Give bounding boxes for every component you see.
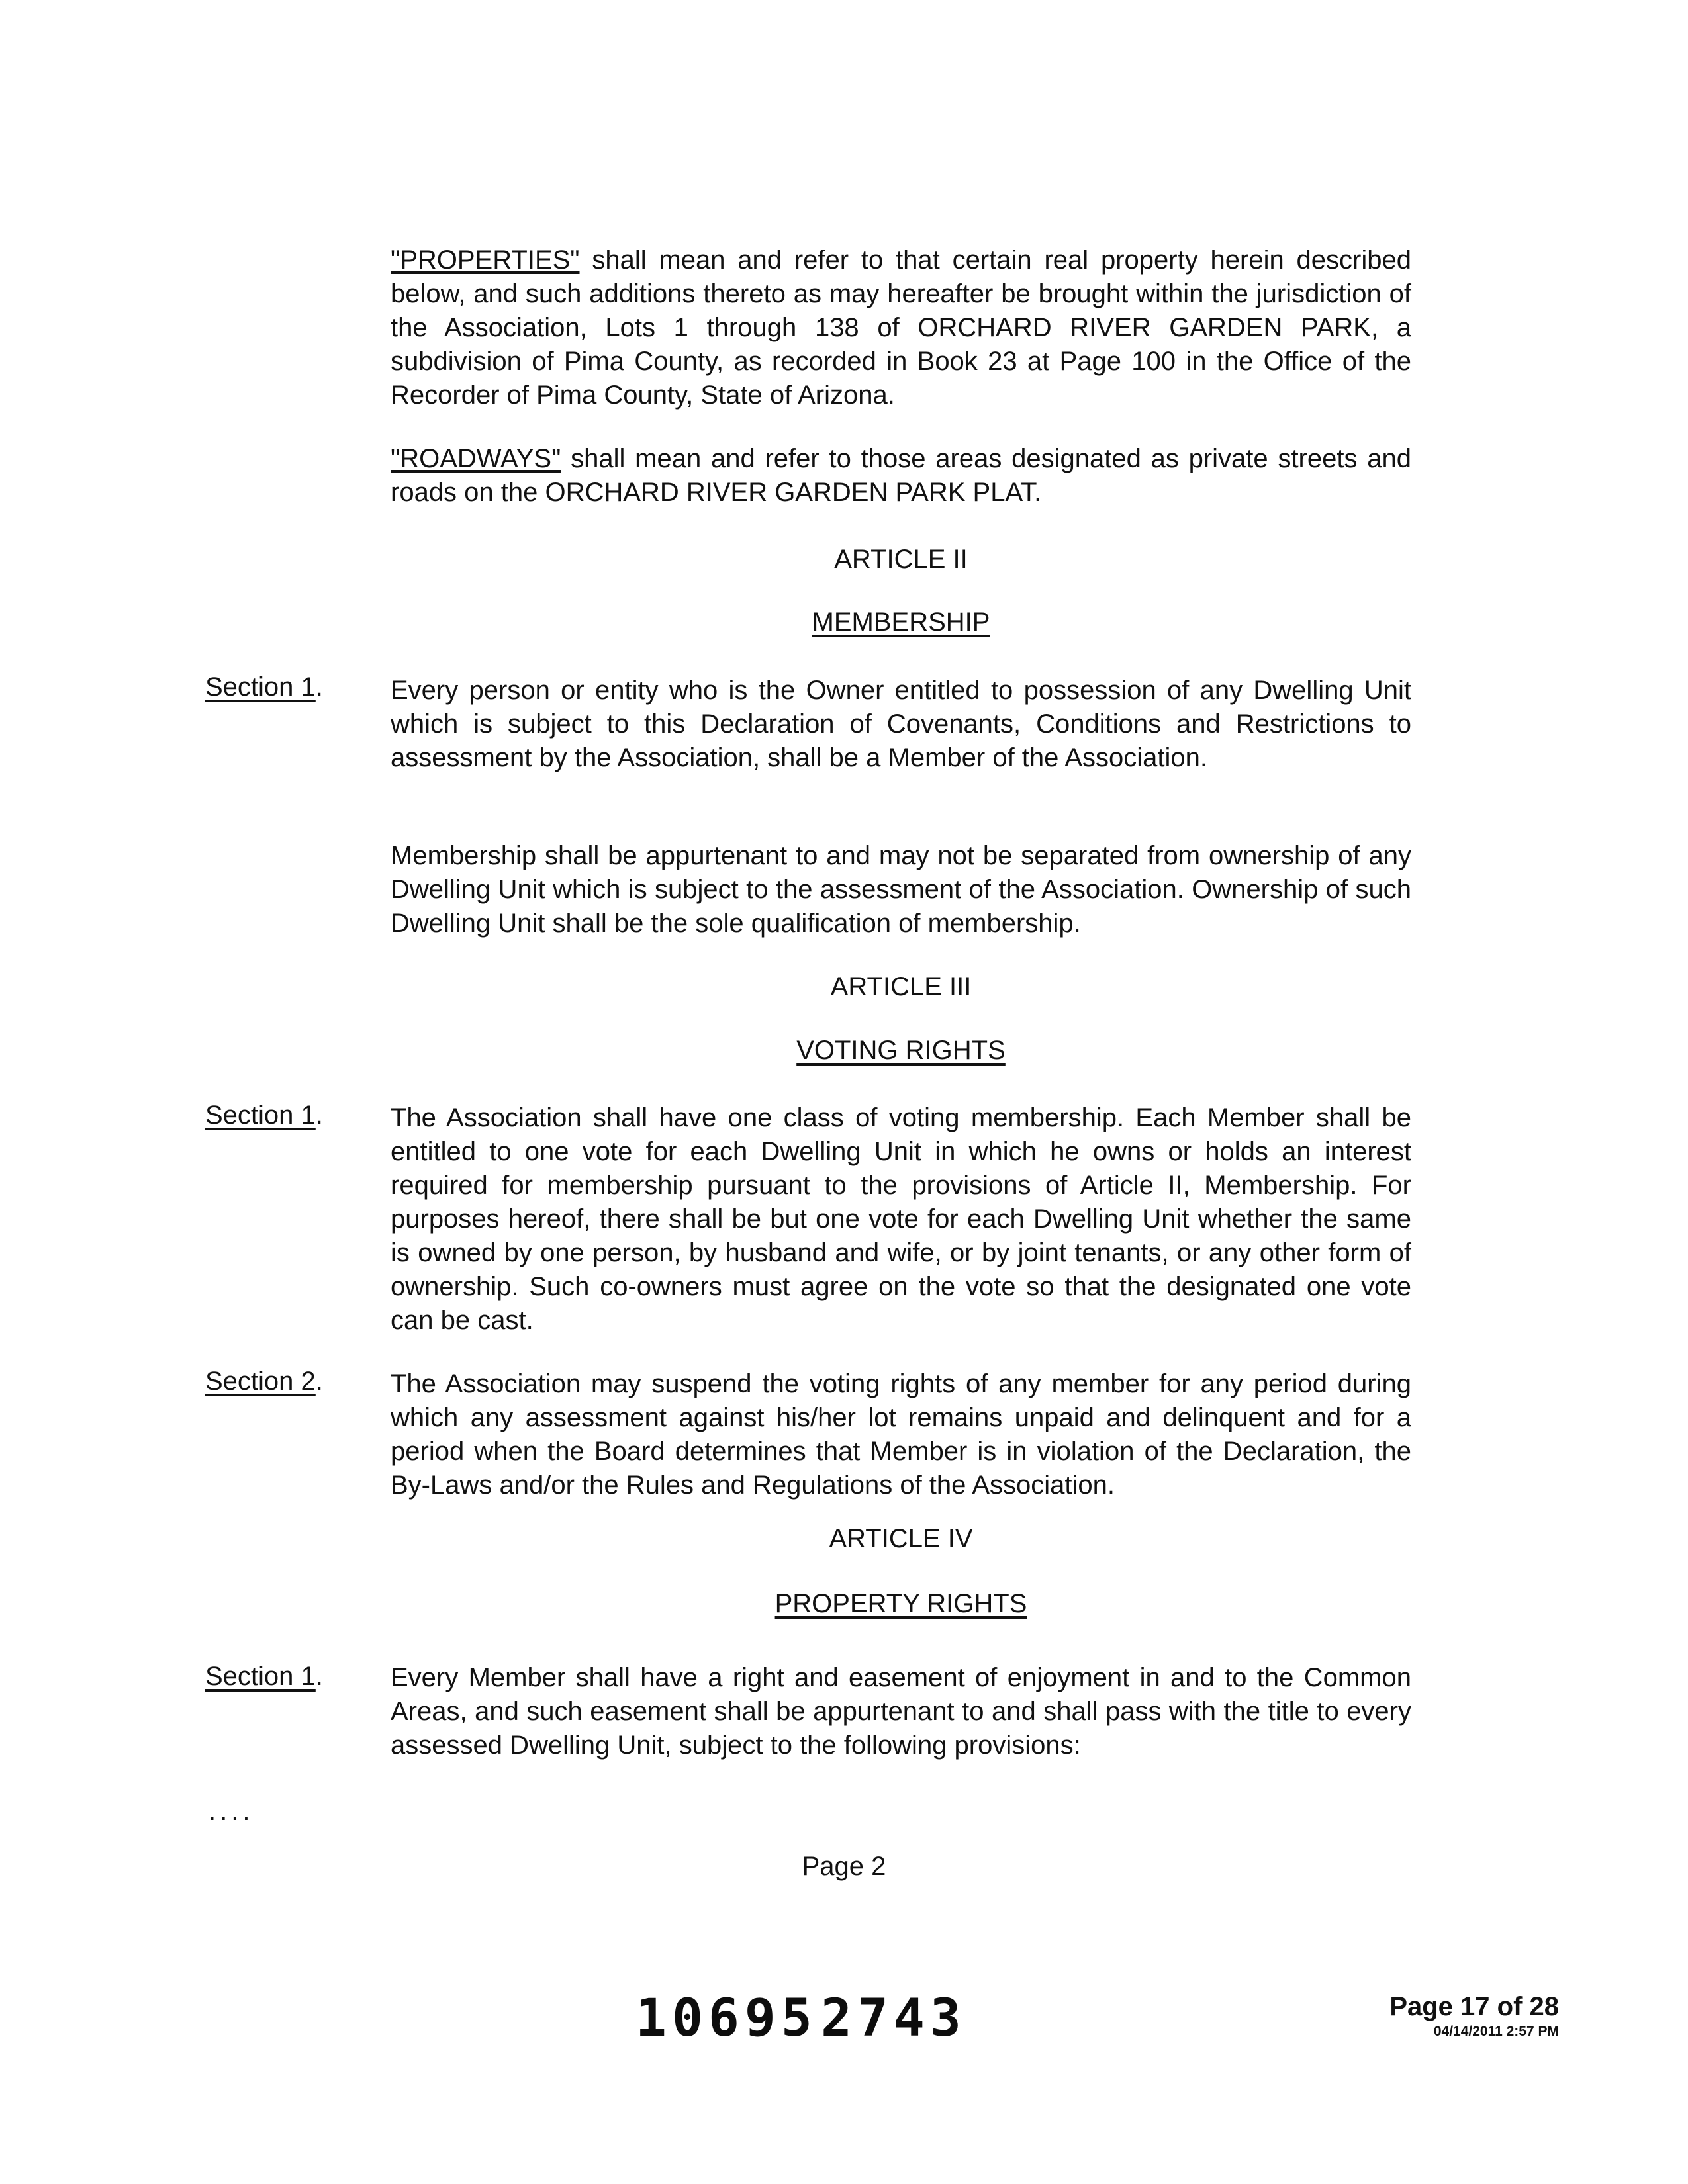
- article-3-section-2-text: The Association may suspend the voting rights of any member for any period during which any assessment against his/her lot remains unpaid and delinquent and for a period when the Board determines that Member is in violation of the Declaration, the By-Laws and/or the Rules and Regulations of the Association.: [391, 1369, 1411, 1500]
- article-2-title: MEMBERSHIP: [812, 608, 990, 637]
- article-4-title: PROPERTY RIGHTS: [774, 1589, 1027, 1618]
- article-4-section-1-text: Every Member shall have a right and easement of enjoyment in and to the Common Areas, and such easement shall be appurtenant to and shall pass with the title to every assessed Dwelling Unit, subject to the following provisions:: [391, 1663, 1411, 1760]
- article-3-title: VOTING RIGHTS: [796, 1036, 1006, 1065]
- article-4-section-1-label: Section 1.: [205, 1662, 323, 1691]
- article-2-section-1-text-2: Membership shall be appurtenant to and may not be separated from ownership of any Dwelling Unit which is subject to the assessment of the Association. Ownership of such Dwelling Unit shall be the sole qualification of membership.: [391, 841, 1411, 938]
- properties-term: "PROPERTIES": [391, 246, 580, 275]
- article-3-section-1-text: The Association shall have one class of voting membership. Each Member shall be entitled to one vote for each Dwelling Unit in which he owns or holds an interest required for membership pursuant to the provisions of Article II, Membership. For purposes hereof, there shall be but one vote for each Dwelling Unit whether the same is owned by one person, by husband and wife, or by joint tenants, or any other form of ownership. Such co-owners must agree on the vote so that the designated one vote can be cast.: [391, 1103, 1411, 1335]
- roadways-term: "ROADWAYS": [391, 444, 561, 473]
- book-number-stamp: 10695: [635, 1989, 818, 2048]
- article-3-heading: ARTICLE III: [830, 972, 972, 1001]
- roadways-definition: [391, 442, 1411, 510]
- article-4-heading: ARTICLE IV: [829, 1524, 973, 1553]
- article-3-section-2-label: Section 2.: [205, 1367, 323, 1396]
- article-3-section-1-label: Section 1.: [205, 1101, 323, 1130]
- article-2-section-1-label: Section 1.: [205, 672, 323, 702]
- article-2-heading: ARTICLE II: [834, 545, 968, 574]
- recorder-timestamp: 04/14/2011 2:57 PM: [1433, 2024, 1559, 2039]
- article-2-section-1-text: Every person or entity who is the Owner entitled to possession of any Dwelling Unit which is subject to this Declaration of Covenants, Conditions and Restrictions to assessment by the Association, shall be a Member of the Association.: [391, 676, 1411, 772]
- page-label: Page 2: [802, 1852, 886, 1881]
- properties-text: shall mean and refer to that certain real property herein described below, and such additions thereto as may hereafter be brought within the jurisdiction of the Association, Lots 1 through 138 of ORCHARD RIVER GARDEN PARK, a subdivision of Pima County, as recorded in Book 23 at Page 100 in the Office of the Recorder of Pima County, State of Arizona.: [391, 246, 1411, 410]
- ellipsis: ....: [209, 1797, 254, 1826]
- roadways-text: shall mean and refer to those areas designated as private streets and roads on the ORCHARD RIVER GARDEN PARK PLAT.: [391, 444, 1411, 507]
- page-number-stamp: 2743: [821, 1989, 966, 2048]
- properties-definition: [391, 244, 1411, 412]
- recorder-page-count: Page 17 of 28: [1389, 1992, 1559, 2021]
